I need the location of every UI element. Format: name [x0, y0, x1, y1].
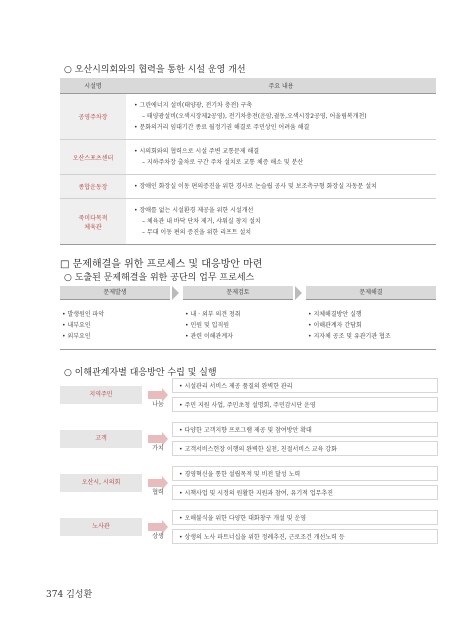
author-name: 김성환: [66, 590, 93, 600]
process-header-review: 문제검토: [183, 286, 293, 300]
section1-heading: ○ 오산시의회와의 협력을 통한 시설 운영 개선: [64, 65, 246, 75]
stakeholder-city-council: 오산시, 시의회: [60, 474, 142, 492]
list-item: • 지체해결방안 실행: [308, 311, 362, 318]
description-line: – 무대 이동 편의 증진을 위한 리프트 설치: [142, 229, 252, 236]
stakeholder-item: • 시설관리 서비스 제공 품질의 완벽한 관리: [172, 378, 438, 393]
page-footer: [46, 587, 92, 600]
facility-name: 죽미다목적 체육관: [60, 199, 126, 245]
process-header-occur: 문제발생: [60, 286, 170, 300]
list-item: • 외부요인: [62, 333, 91, 340]
facility-description: [126, 199, 436, 245]
facility-name: 오산스포츠센터: [60, 140, 126, 175]
process-list-solve: [308, 309, 391, 342]
stakeholder-item: • 고객서비스헌장 이행의 완벽한 실천, 친절서비스 교육 강화: [172, 441, 438, 456]
arrow-icon: [148, 523, 162, 531]
facility-name: 공영주차장: [60, 94, 126, 140]
arrow-icon: [172, 286, 179, 300]
table-header-content: 주요 내용: [126, 78, 436, 94]
stakeholder-verb: 나눔: [152, 401, 164, 408]
stakeholder-item: • 오해불식을 위한 다양한 대화창구 개설 및 운영: [172, 510, 438, 525]
stakeholder-item: • 상생의 노사 파트너십을 위한 정례추진, 근로조건 개선노력 등: [172, 529, 438, 544]
list-item: • 지자체 공조 및 유관기관 협조: [308, 333, 391, 340]
facility-description: [126, 140, 436, 175]
arrow-icon: [148, 391, 162, 399]
stakeholder-verb: 협력: [152, 489, 164, 496]
stakeholder-item: • 다양한 고객지향 프로그램 제공 및 참여방안 확대: [172, 422, 438, 437]
process-list-review: [185, 309, 241, 342]
list-item: • 내부요인: [62, 322, 91, 329]
list-item: • 민원 및 입직원: [185, 322, 230, 329]
facility-table: [60, 78, 436, 245]
stakeholder-labor: 노사관: [60, 518, 142, 536]
divider: [60, 349, 436, 350]
stakeholder-item: • 경영혁신을 통한 설립목적 및 비전 달성 노력: [172, 466, 438, 481]
description-line: • 문화의거리 임대기간 종료 월정기권 해결로 주민상인 어려움 해결: [134, 124, 310, 131]
arrow-icon: [148, 435, 162, 443]
process-list-occur: [62, 309, 104, 342]
stakeholder-residents: 지역주민: [60, 386, 142, 404]
facility-name: 종합운동장: [60, 175, 126, 199]
table-row: [60, 199, 436, 245]
stakeholder-item: • 주민 지원 사업, 주민초청 설명회, 주민감시단 운영: [172, 397, 438, 412]
table-row: [60, 140, 436, 175]
stakeholder-verb: 상생: [152, 533, 164, 540]
stakeholder-verb: 가치: [152, 445, 164, 452]
list-item: • 내 · 외부 의견 청취: [185, 311, 241, 318]
stakeholder-subheading: ○ 이해관계자별 대응방안 수립 및 실행: [64, 368, 217, 378]
description-line: – 체육관 내 바닥 단차 제거, 샤워실 창지 설치: [142, 218, 261, 225]
process-subheading: ○ 도출된 문제해결을 위한 공단의 업무 프로세스: [64, 273, 255, 283]
description-line: – 태양광설비(오색시장제2공영), 전기차충전(운암,궐동,오색시장2공영, 어울림복개천): [142, 113, 367, 120]
description-line: • 장애인 화장실 이동 편의증진을 위한 경사로 논슬립 공사 및 보조측구형 화장실 자동문 설치: [134, 183, 377, 190]
stakeholder-customers: 고객: [60, 430, 142, 448]
stakeholder-item: • 시책사업 및 시정의 원활한 지원과 참여, 유기적 업무추진: [172, 485, 438, 500]
section2-heading: □ 문제해결을 위한 프로세스 및 대응방안 마련: [60, 259, 263, 270]
list-item: • 관련 이해관계자: [185, 333, 233, 340]
list-item: • 발생원인 파악: [62, 311, 105, 318]
arrow-icon: [148, 479, 162, 487]
facility-description: [126, 175, 436, 199]
description-line: • 그린에너지 설비(태양광, 전기차 충전) 구축: [134, 102, 253, 109]
facility-description: [126, 94, 436, 140]
table-header-name: 시설명: [60, 78, 126, 94]
description-line: • 시의회와의 협력으로 시설 주변 교통문제 해결: [134, 148, 260, 155]
table-row: [60, 175, 436, 199]
description-line: – 지하주차장 출차로 구간 주차 설치로 교통 체증 해소 및 분산: [142, 159, 304, 166]
page-number: 374: [46, 590, 64, 600]
description-line: • 장애를 없는 시설환경 제공을 위한 시설개선: [134, 207, 254, 214]
process-header-solve: 문제해결: [306, 286, 436, 300]
arrow-icon: [295, 286, 302, 300]
list-item: • 이해관계자 간담회: [308, 322, 362, 329]
table-row: [60, 94, 436, 140]
